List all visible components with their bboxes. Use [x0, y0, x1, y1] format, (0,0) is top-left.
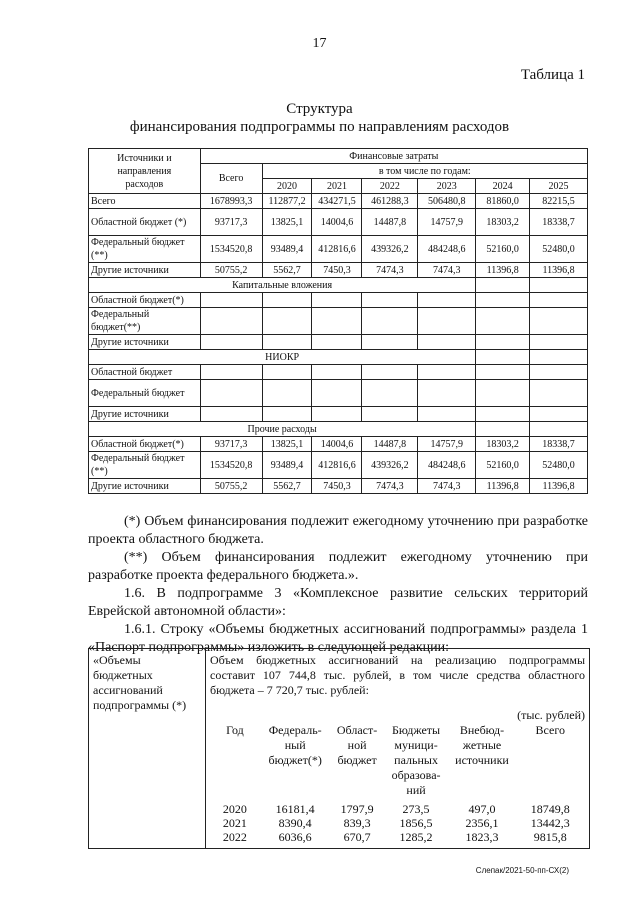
header-year: 2022	[362, 179, 418, 194]
passport-text: Объем бюджетных ассигнований на реализацию подпрограммы составит 107 744,8 тыс. рублей, в том числе средства областного бюджета – 7 720,7 тыс. рублей:	[210, 653, 585, 697]
header-year: 2023	[418, 179, 476, 194]
table-row: Другие источники 50755,2 5562,7 7450,3 7474,3 7474,3 11396,8 11396,8	[89, 263, 588, 278]
table-row: Областной бюджет(*) 93717,3 13825,1 14004,6 14487,8 14757,9 18303,2 18338,7	[89, 437, 588, 452]
allocation-header: Год Федераль-ный бюджет(*) Област-ной бюджет Бюджеты муници-пальных образова-ний Внебюд-жетные источники Всего	[226, 723, 565, 797]
header-year: 2020	[262, 179, 312, 194]
table-row: Федеральный бюджет(**)	[89, 308, 588, 335]
table-row: Всего 1678993,3 112877,2 434271,5 461288,3 506480,8 81860,0 82215,5	[89, 194, 588, 209]
header-year: 2024	[476, 179, 530, 194]
heading-line-2: финансирования подпрограммы по направлениям расходов	[129, 119, 510, 135]
table-heading	[0, 100, 639, 136]
table-row: Другие источники	[89, 335, 588, 350]
table-label: Таблица 1	[520, 67, 585, 83]
table-row: Областной бюджет(*)	[89, 293, 588, 308]
section-row-niokr	[89, 350, 588, 365]
section-other: Прочие расходы	[89, 422, 476, 437]
table-row: Федеральный бюджет (**) 1534520,8 93489,4 412816,6 439326,2 484248,6 52160,0 52480,0	[89, 452, 588, 479]
table-row: Федеральный бюджет	[89, 380, 588, 407]
table-row: Другие источники	[89, 407, 588, 422]
page-number: 17	[312, 36, 327, 51]
heading-line-1: Структура	[286, 101, 353, 117]
header-by-years: в том числе по годам:	[262, 164, 587, 179]
note-federal-budget: (**) Объем финансирования подлежит ежегодному уточнению при разработке проекта федерального бюджета.».	[88, 550, 588, 583]
table-row: Другие источники 50755,2 5562,7 7450,3 7474,3 7474,3 11396,8 11396,8	[89, 479, 588, 494]
table-row: 2021 8390,4 839,3 1856,5 2356,1 13442,3	[222, 816, 570, 830]
note-regional-budget: (*) Объем финансирования подлежит ежегодному уточнению при разработке проекта областного бюджета.	[88, 514, 588, 547]
passport-table	[88, 648, 590, 849]
allocation-table	[210, 723, 585, 844]
paragraph-1-6-1: 1.6.1. Строку «Объемы бюджетных ассигнований подпрограммы» раздела 1 «Паспорт подпрограммы» изложить в следующей редакции:	[88, 622, 588, 655]
header-total: Всего	[200, 164, 262, 194]
paragraph-1-6: 1.6. В подпрограмме 3 «Комплексное развитие сельских территорий Еврейской автономной области»:	[88, 586, 588, 619]
section-capital: Капитальные вложения	[89, 278, 476, 293]
section-niokr: НИОКР	[89, 350, 476, 365]
table-row: Федеральный бюджет (**) 1534520,8 93489,4 412816,6 439326,2 484248,6 52160,0 52480,0	[89, 236, 588, 263]
unit-label: (тыс. рублей)	[517, 708, 585, 722]
header-costs: Финансовые затраты	[200, 149, 587, 164]
passport-row-label: «Объемы бюджетных ассигнований подпрограммы (*)	[89, 649, 206, 849]
document-footer-code: Слепак/2021-50-пп-СХ(2)	[475, 866, 569, 875]
section-row-other	[89, 422, 588, 437]
section-row-capital	[89, 278, 588, 293]
header-sources: Источники и направления расходов	[89, 149, 201, 194]
table-row: 2020 16181,4 1797,9 273,5 497,0 18749,8	[222, 802, 570, 816]
header-year: 2021	[312, 179, 362, 194]
table-row: Областной бюджет	[89, 365, 588, 380]
table-row: Областной бюджет (*) 93717,3 13825,1 14004,6 14487,8 14757,9 18303,2 18338,7	[89, 209, 588, 236]
header-year: 2025	[530, 179, 588, 194]
table-row: 2022 6036,6 670,7 1285,2 1823,3 9815,8	[222, 830, 567, 844]
financing-structure-table	[88, 148, 588, 494]
